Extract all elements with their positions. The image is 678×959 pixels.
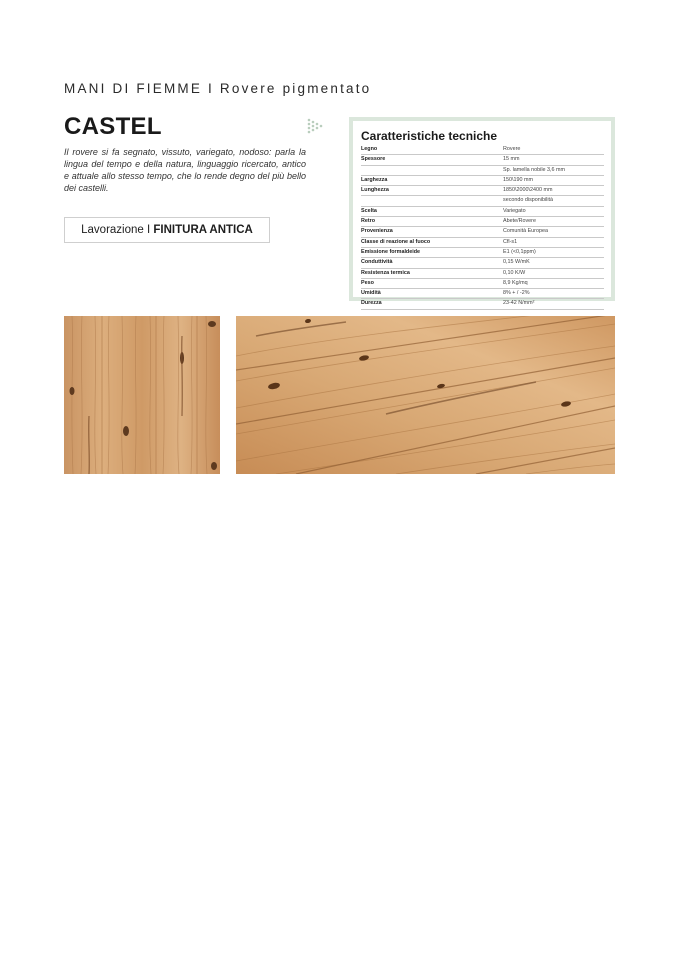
finish-box [64,217,270,243]
spec-value: Cfl-s1 [503,238,518,245]
spec-value: Variegato [503,207,526,214]
spec-value: E1 (<0,1ppm) [503,248,536,255]
finish-label: Lavorazione [81,224,144,236]
spec-label: Resistenza termica [361,269,410,276]
spec-row [361,176,604,186]
spec-label: Durezza [361,300,382,307]
spec-row [361,248,604,258]
header-subtitle: Rovere pigmentato [219,81,372,96]
spec-value: 23-42 N/mm² [503,300,535,307]
spec-value: Comunità Europea [503,228,548,235]
spec-row [361,258,604,268]
spec-label: Lunghezza [361,187,389,194]
dots-triangle-icon [307,118,323,134]
spec-row [361,207,604,217]
spec-value: Abete/Rovere [503,218,536,225]
spec-value: Sp. lamella nobile 3,6 mm [503,166,566,173]
spec-row [361,186,604,196]
product-name: CASTEL [64,113,162,140]
spec-label: Conduttività [361,259,393,266]
spec-row [361,196,604,206]
spec-row [361,269,604,279]
spec-label: Spessore [361,156,386,163]
wood-sample-diagonal-image [236,316,615,474]
spec-label: Retro [361,218,376,225]
spec-row [361,166,604,176]
tech-specs-panel [349,117,615,307]
header-title [64,81,371,96]
spec-label [361,166,503,175]
spec-label: Peso [361,279,374,286]
spec-value: secondo disponibilità [503,197,554,204]
spec-row [361,279,604,289]
spec-value: 15 mm [503,156,520,163]
spec-label: Umidità [361,290,381,297]
spec-label: Provenienza [361,228,393,235]
finish-value: FINITURA ANTICA [153,224,253,236]
spec-row [361,145,604,155]
spec-row [361,155,604,165]
spec-row [361,227,604,237]
header-separator: I [208,81,214,96]
spec-label: Larghezza [361,176,388,183]
product-description: Il rovere si fa segnato, vissuto, variegato, nodoso: parla la lingua del tempo e della natura, linguaggio ricercato, antico e attuale allo stesso tempo, che lo rende degno del più bello dei castelli. [64,147,306,193]
spec-value: 0,15 W/mK [503,259,530,266]
spec-value: 0,10 K/W [503,269,526,276]
spec-value: 8,9 Kg/mq [503,279,528,286]
spec-label: Legno [361,146,378,152]
spec-row [361,299,604,309]
spec-row [361,289,604,299]
spec-label: Scelta [361,207,377,214]
spec-row [361,217,604,227]
header-brand: MANI DI FIEMME [64,81,203,96]
spec-label: Classe di reazione al fuoco [361,238,431,245]
spec-value: 8% + / -2% [503,290,530,297]
spec-label: Emissione formaldeide [361,248,421,255]
spec-row [361,238,604,248]
spec-label [361,196,503,205]
spec-value: 1850\2000\2400 mm [503,187,553,194]
tech-specs-title: Caratteristiche tecniche [361,129,498,143]
spec-value: Rovere [503,146,521,152]
wood-sample-vertical-image [64,316,220,474]
finish-separator: I [147,224,151,236]
spec-table [361,145,604,310]
spec-value: 150\190 mm [503,176,533,183]
